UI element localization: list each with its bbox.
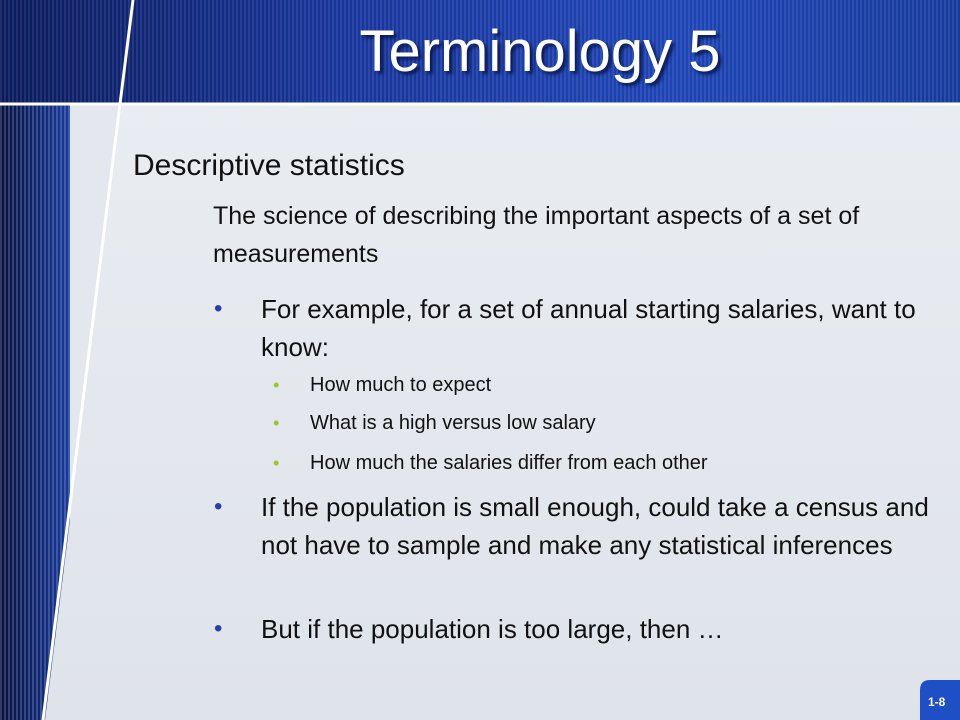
definition-text: The science of describing the important aspects of a set of measurements [213,202,860,268]
sub-bullet-icon: • [273,413,280,433]
section-heading: Descriptive statistics [133,149,405,182]
sub-bullet-icon: • [273,453,280,473]
bullet-text: For example, for a set of annual starting salaries, want to know: [261,294,916,362]
bullet-item [214,610,941,648]
bullet-icon: • [214,295,223,322]
sub-bullet-text: How much the salaries differ from each other [310,452,708,474]
sub-bullet-text: How much to expect [310,374,492,396]
sub-bullet-item [273,408,930,438]
slide-title: Terminology 5 [359,19,721,84]
bullet-item [214,488,941,564]
sub-bullet-icon: • [273,375,280,395]
bullet-icon: • [214,493,223,520]
bullet-text: But if the population is too large, then … [261,614,724,644]
bullet-text: If the population is small enough, could take a census and not have to sample and make any statistical inferences [261,492,929,560]
bullet-item [214,290,941,366]
slide-number: 1-8 [928,695,946,709]
sub-bullet-item [273,448,930,478]
sub-bullet-text: What is a high versus low salary [310,412,596,434]
bullet-icon: • [214,615,223,642]
sub-bullet-item [273,370,930,400]
